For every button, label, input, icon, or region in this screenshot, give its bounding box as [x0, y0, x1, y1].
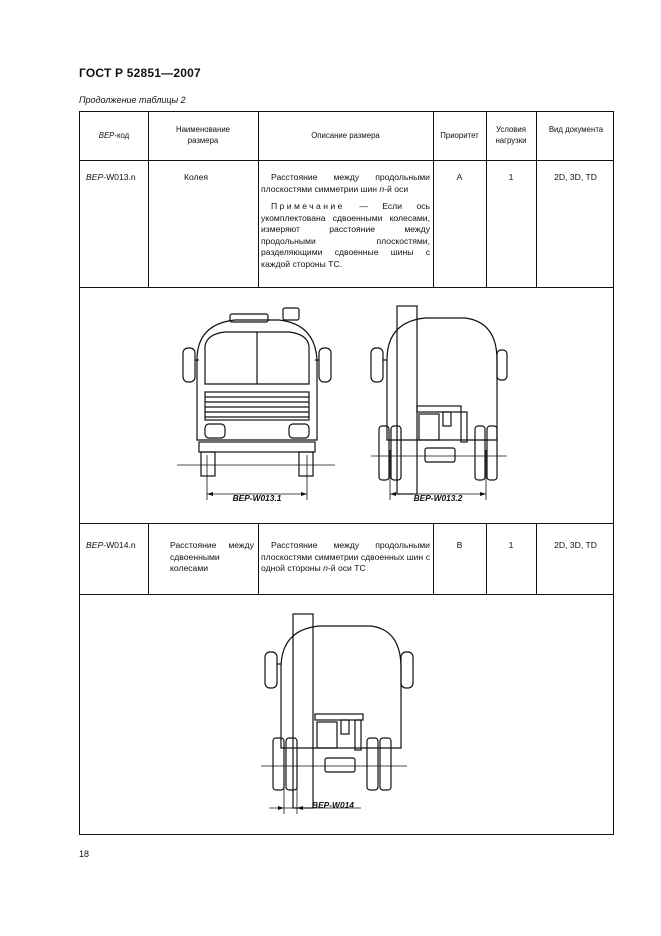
truck-front-view — [177, 308, 335, 500]
row2-load: 1 — [508, 540, 514, 550]
document-title: ГОСТ Р 52851—2007 — [79, 66, 201, 80]
figure-dual-wheel-spacing — [255, 608, 425, 820]
dim-label-w013-1: ВЕР-W013.1 — [232, 493, 282, 503]
table-caption: Продолжение таблицы 2 — [79, 95, 186, 105]
figure-track-width — [175, 300, 525, 510]
row1-name: Колея — [184, 172, 209, 182]
row2-description: Расстояние между продольными плоскостями симметрии сдвоенных шин с одной стороны n-й оси ТС — [261, 540, 430, 573]
row1-description: Расстояние между продольными плоскостями симметрии шин n-й оси Примечание — Если ось укомплектована сдвоенными колесами, измеряют расстояние между продольными плоскостями, разделяющими сдвоенные шины с каждой стороны ТС. — [261, 172, 430, 269]
header-load: Условия нагрузки — [495, 125, 527, 145]
header-name: Наименование размера — [175, 125, 231, 145]
row1-priority: A — [456, 172, 463, 182]
note-label: Примечание — [271, 201, 345, 211]
row2-doc-type: 2D, 3D, TD — [554, 540, 597, 550]
truck-rear-view-dual — [261, 614, 413, 814]
row2-name: Расстояние между сдвоенными колесами — [170, 540, 254, 573]
row1-doc-type: 2D, 3D, TD — [554, 172, 597, 182]
header-code: ВЕР-код — [98, 131, 130, 140]
dim-label-w014: ВЕР-W014 — [312, 800, 354, 810]
row2-priority: B — [456, 540, 463, 550]
row2-rule — [80, 594, 613, 595]
row2-code: ВЕР-W014.n — [86, 540, 136, 550]
row1-code: ВЕР-W013.n — [86, 172, 136, 182]
header-priority: Приоритет — [440, 131, 479, 140]
truck-rear-view — [371, 306, 507, 500]
header-rule — [80, 160, 613, 161]
dim-label-w013-2: ВЕР-W013.2 — [413, 493, 463, 503]
page-number: 18 — [79, 849, 90, 859]
header-doc-type: Вид документа — [548, 125, 604, 134]
figure1-rule — [80, 523, 613, 524]
header-description: Описание размера — [311, 131, 380, 140]
row1-load: 1 — [508, 172, 514, 182]
row1-rule — [80, 287, 613, 288]
